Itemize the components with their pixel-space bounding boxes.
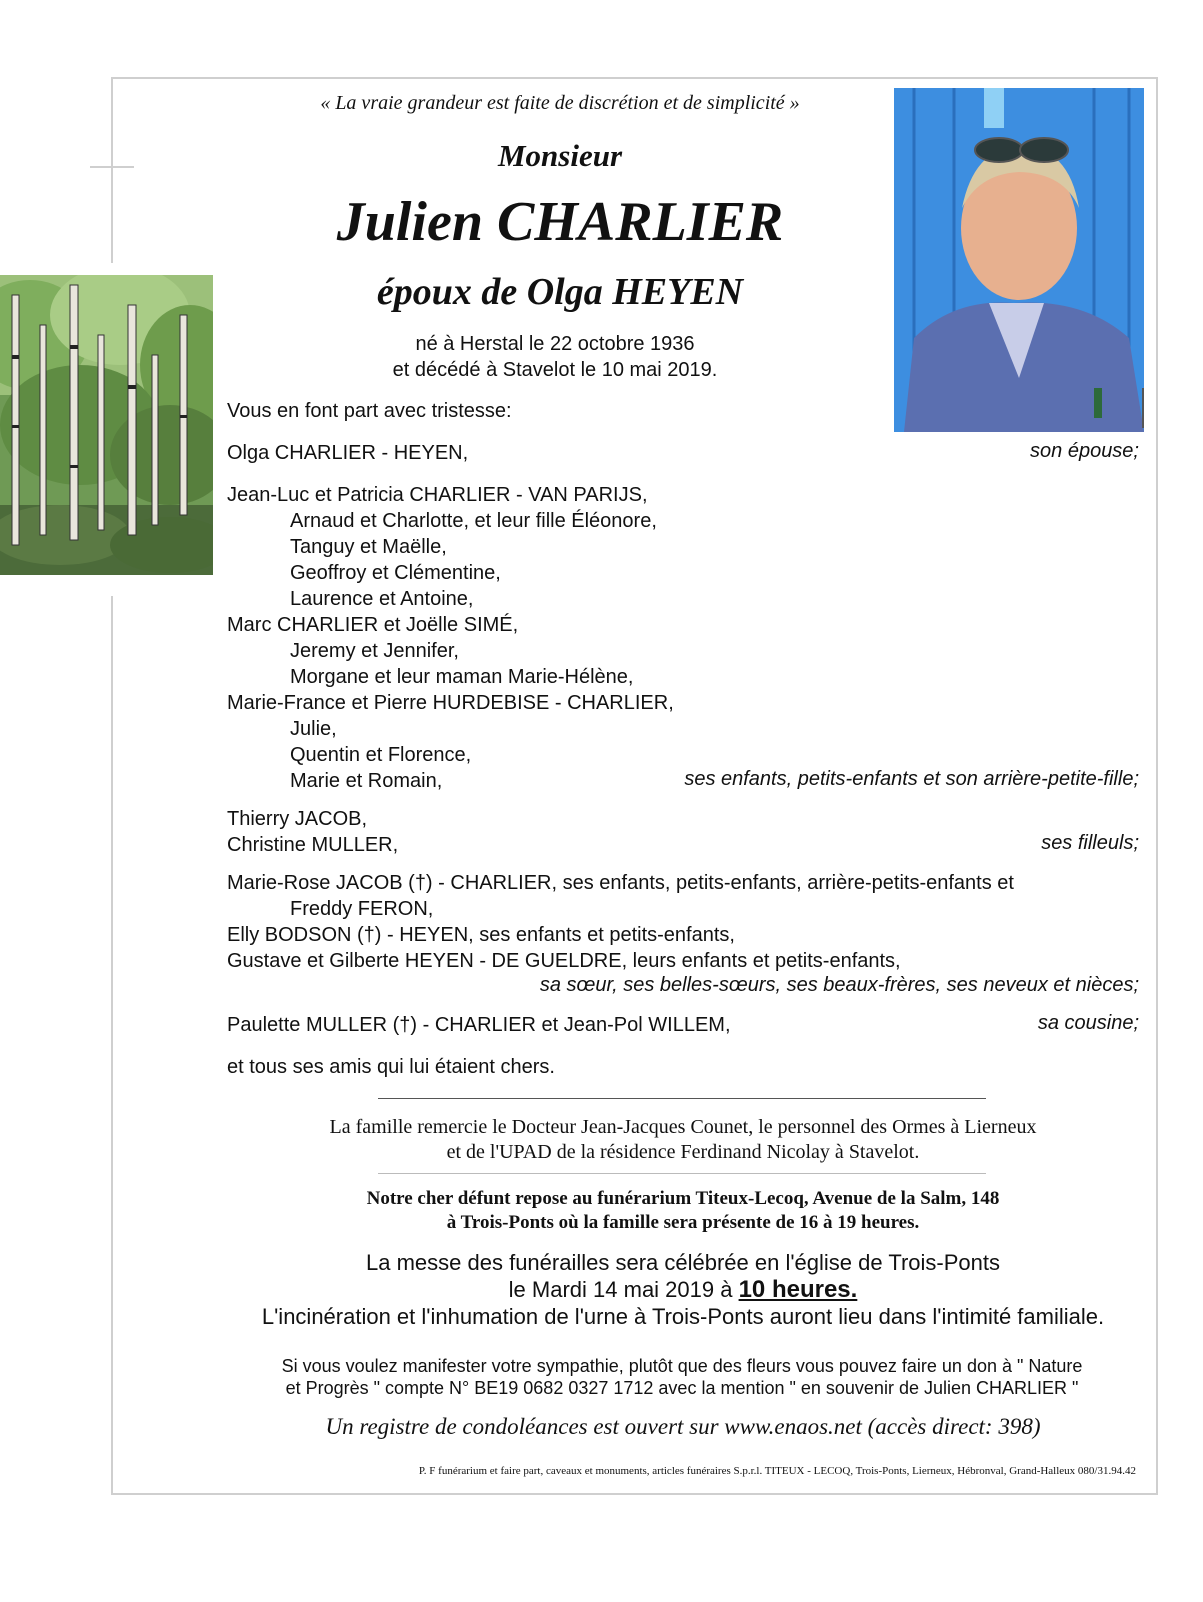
cross-icon (90, 166, 134, 168)
family-line: Arnaud et Charlotte, et leur fille Éléonore, (290, 510, 657, 532)
family-line: Tanguy et Maëlle, (290, 536, 447, 558)
family-line: Quentin et Florence, (290, 744, 472, 766)
family-line: et tous ses amis qui lui étaient chers. (227, 1056, 555, 1078)
repose-line: à Trois-Ponts où la famille sera présente de 16 à 19 heures. (446, 1212, 920, 1233)
mass-date: le Mardi 14 mai 2019 à (508, 1277, 739, 1302)
footer-funeral-home: P. F funérarium et faire part, caveaux et monuments, articles funéraires S.p.r.l. TITEUX - LECOQ, Trois-Ponts, Lierneux, Hébronval, Grand-Halleux 080/31.94.42 (418, 1465, 1136, 1477)
deceased-name: Julien CHARLIER (336, 191, 784, 253)
birth-line: né à Herstal le 22 octobre 1936 (415, 333, 695, 355)
birch-forest-photo (0, 275, 213, 575)
death-line: et décédé à Stavelot le 10 mai 2019. (392, 359, 718, 381)
donation-block (226, 1355, 1138, 1399)
relation-label: ses enfants, petits-enfants et son arrière-petite-fille; (684, 768, 1139, 790)
intro-line: Vous en font part avec tristesse: (227, 400, 512, 422)
relation-label: sa sœur, ses belles-sœurs, ses beaux-frères, ses neveux et nièces; (539, 974, 1139, 996)
repose-block (230, 1187, 1136, 1235)
thanks-line: et de l'UPAD de la résidence Ferdinand Nicolay à Stavelot. (446, 1141, 920, 1163)
family-line: Marc CHARLIER et Joëlle SIMÉ, (227, 614, 519, 636)
cremation-line: L'incinération et l'inhumation de l'urne à Trois-Ponts auront lieu dans l'intimité familiale. (261, 1304, 1105, 1329)
donation-line: Si vous voulez manifester votre sympathie, plutôt que des fleurs vous pouvez faire un don à " Nature (281, 1356, 1083, 1376)
mass-time: 10 heures. (738, 1276, 858, 1303)
family-line: Gustave et Gilberte HEYEN - DE GUELDRE, leurs enfants et petits-enfants, (227, 950, 901, 972)
funeral-block (230, 1249, 1136, 1330)
frame-top-border (112, 77, 1158, 79)
family-line: Elly BODSON (†) - HEYEN, ses enfants et petits-enfants, (227, 924, 735, 946)
spouse-line: époux de Olga HEYEN (376, 271, 744, 313)
relation-label: son épouse; (1030, 440, 1139, 462)
family-line: Christine MULLER, (227, 834, 399, 856)
quote: « La vraie grandeur est faite de discrétion et de simplicité » (320, 92, 800, 114)
honorific-title: Monsieur (497, 138, 623, 173)
thanks-line: La famille remercie le Docteur Jean-Jacques Counet, le personnel des Ormes à Lierneux (329, 1116, 1037, 1138)
family-line: Olga CHARLIER - HEYEN, (227, 442, 469, 464)
mass-date-line (230, 1276, 1136, 1303)
dates-block (320, 331, 790, 383)
family-line: Freddy FERON, (290, 898, 434, 920)
family-line: Marie-France et Pierre HURDEBISE - CHARLIER, (227, 692, 674, 714)
family-line: Geoffroy et Clémentine, (290, 562, 501, 584)
relation-label: ses filleuls; (1041, 832, 1139, 854)
family-line: Marie-Rose JACOB (†) - CHARLIER, ses enfants, petits-enfants, arrière-petits-enfants et (227, 872, 1014, 894)
frame-left-border (111, 77, 113, 263)
divider (378, 1173, 986, 1174)
mass-line: La messe des funérailles sera célébrée en l'église de Trois-Ponts (366, 1250, 1000, 1275)
donation-line: et Progrès " compte N° BE19 0682 0327 1712 avec la mention " en souvenir de Julien CHARLIER " (285, 1378, 1079, 1398)
family-line: Julie, (290, 718, 337, 740)
condolence-register: Un registre de condoléances est ouvert sur www.enaos.net (accès direct: 398) (325, 1414, 1041, 1439)
family-line: Jean-Luc et Patricia CHARLIER - VAN PARIJS, (227, 484, 648, 506)
thanks-block (230, 1115, 1136, 1165)
relation-label: sa cousine; (1037, 1012, 1139, 1034)
family-line: Thierry JACOB, (227, 808, 368, 830)
frame-right-border (1156, 77, 1158, 1495)
frame-left-border-lower (111, 596, 113, 1495)
divider (378, 1098, 986, 1099)
family-line: Morgane et leur maman Marie-Hélène, (290, 666, 634, 688)
family-line: Laurence et Antoine, (290, 588, 474, 610)
repose-line: Notre cher défunt repose au funérarium Titeux-Lecoq, Avenue de la Salm, 148 (366, 1188, 1000, 1209)
family-line: Jeremy et Jennifer, (290, 640, 459, 662)
family-line: Marie et Romain, (290, 770, 443, 792)
portrait-photo (894, 88, 1144, 432)
frame-bottom-border (112, 1493, 1158, 1495)
family-line: Paulette MULLER (†) - CHARLIER et Jean-Pol WILLEM, (227, 1014, 731, 1036)
